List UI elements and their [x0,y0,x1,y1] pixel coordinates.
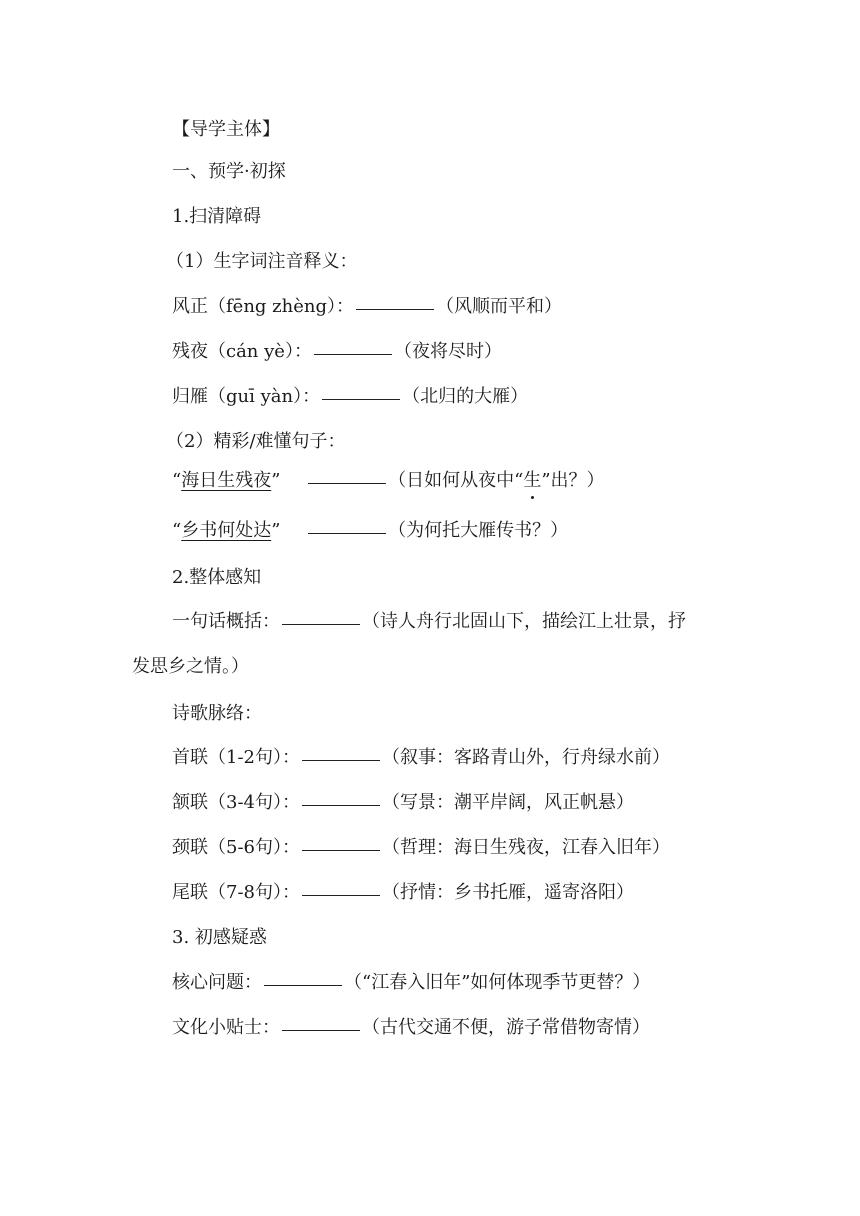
sub2-heading: 2.整体感知 [172,567,262,588]
sub1-heading: 1.扫清障碍 [172,206,262,227]
structure-item [172,836,670,860]
vocab-note: （夜将尽时） [393,341,502,362]
part1-heading: 一、预学·初探 [172,161,286,182]
structure-item [172,746,670,770]
core-label: 核心问题： [172,972,262,993]
sub1-2-label: （2）精彩/难懂句子： [166,431,346,452]
structure-item [172,791,634,815]
answer-blank[interactable] [356,308,434,310]
quote-close: ” [271,470,281,491]
structure-label: 颈联（5-6句）： [172,837,300,858]
answer-blank[interactable] [308,482,386,484]
summary-label: 一句话概括： [172,611,280,632]
answer-blank[interactable] [302,894,380,896]
sentence-note-post: ”出？） [541,470,605,491]
sub3-heading: 3. 初感疑惑 [172,927,267,948]
vocab-term: 风正（fēng zhèng）： [172,296,354,317]
culture-label: 文化小贴士： [172,1017,280,1038]
answer-blank[interactable] [302,849,380,851]
summary-note-continued: 发思乡之情。） [132,656,249,677]
structure-label: 诗歌脉络： [172,703,262,724]
structure-note: （叙事：客路青山外，行舟绿水前） [382,747,670,768]
sub1-1-label: （1）生字词注音释义： [166,251,358,272]
vocab-item [172,340,502,364]
core-question-line [172,971,650,995]
answer-blank[interactable] [264,984,342,986]
quote-close: ” [271,520,281,541]
structure-note: （抒情：乡书托雁，遥寄洛阳） [382,882,634,903]
quote-open: “ [172,470,182,491]
answer-blank[interactable] [302,804,380,806]
structure-label: 尾联（7-8句）： [172,882,300,903]
structure-label: 颔联（3-4句）： [172,792,300,813]
vocab-note: （风顺而平和） [436,296,562,317]
structure-label: 首联（1-2句）： [172,747,300,768]
quote-open: “ [172,520,182,541]
sentence-note: （为何托大雁传书？） [388,520,569,541]
sentence-note-pre: （日如何从夜中“ [388,470,524,491]
vocab-term: 残夜（cán yè）： [172,341,312,362]
answer-blank[interactable] [314,353,392,355]
answer-blank[interactable] [282,623,360,625]
sentence-item [172,469,605,493]
structure-note: （哲理：海日生残夜，江春入旧年） [382,837,670,858]
section-title: 【导学主体】 [172,119,280,140]
core-note: （“江春入旧年”如何体现季节更替？） [344,972,651,993]
culture-tip-line [172,1016,650,1040]
answer-blank[interactable] [308,532,386,534]
answer-blank[interactable] [302,759,380,761]
vocab-note: （北归的大雁） [402,386,529,407]
structure-note: （写景：潮平岸阔，风正帆悬） [382,792,634,813]
vocab-term: 归雁（guī yàn）： [172,386,321,407]
culture-note: （古代交通不便，游子常借物寄情） [362,1017,650,1038]
summary-line [172,610,686,634]
structure-item [172,881,634,905]
vocab-item [172,385,528,409]
answer-blank[interactable] [322,398,400,400]
emphasis-char: 生 [523,470,542,491]
summary-note: （诗人舟行北固山下，描绘江上壮景，抒 [362,611,686,632]
vocab-item [172,295,562,319]
quoted-sentence: 乡书何处达 [181,520,272,541]
quoted-sentence: 海日生残夜 [181,470,272,491]
answer-blank[interactable] [282,1029,360,1031]
sentence-item [172,519,568,543]
